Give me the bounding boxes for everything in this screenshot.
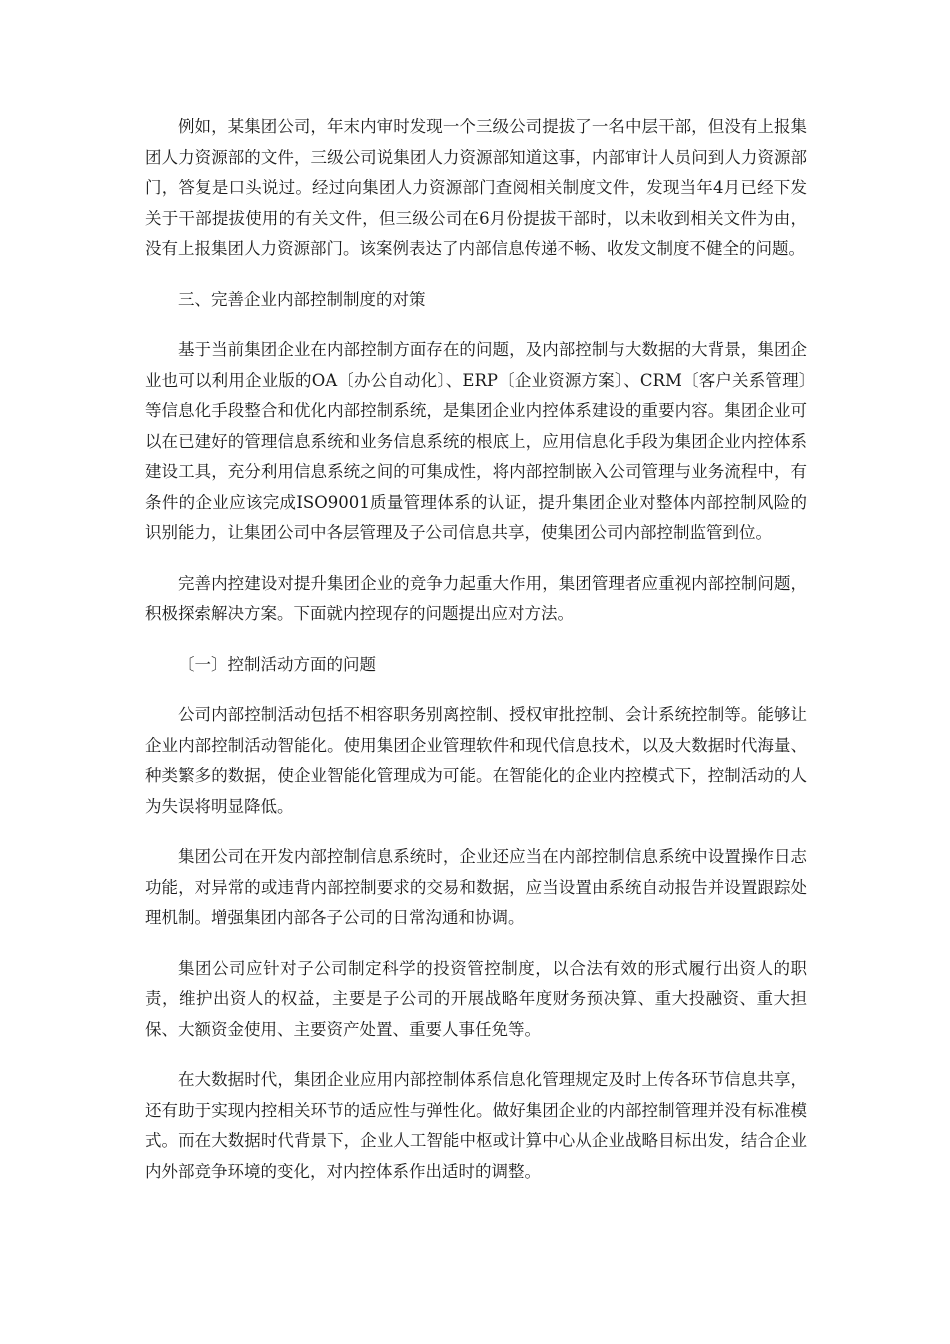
section-heading-countermeasures: 三、完善企业内部控制制度的对策 xyxy=(178,289,426,309)
paragraph-big-data-era: 在大数据时代，集团企业应用内部控制体系信息化管理规定及时上传各环节信息共享，还有助于实现内控相关环节的适应性与弹性化。做好集团企业的内部控制管理并没有标准模式。而在大数据时代背景下，企业人工智能中枢或计算中心从企业战略目标出发，结合企业内外部竞争环境的变化，对内控体系作出适时的调整。 xyxy=(145,1070,807,1181)
paragraph-investment-control: 集团公司应针对子公司制定科学的投资管控制度，以合法有效的形式履行出资人的职责，维护出资人的权益，主要是子公司的开展战略年度财务预决算、重大投融资、重大担保、大额资金使用、主要资产处置、重要人事任免等。 xyxy=(145,958,807,1039)
subsection-heading-control-activities: 〔一〕控制活动方面的问题 xyxy=(178,654,376,674)
document-body xyxy=(145,112,807,1207)
paragraph-operation-log: 集团公司在开发内部控制信息系统时，企业还应当在内部控制信息系统中设置操作日志功能，对异常的或违背内部控制要求的交易和数据，应当设置由系统自动报告并设置跟踪处理机制。增强集团内部各子公司的日常沟通和协调。 xyxy=(145,847,807,927)
paragraph-informatization: 基于当前集团企业在内部控制方面存在的问题，及内部控制与大数据的大背景，集团企业也可以利用企业版的OA〔办公自动化〕、ERP〔企业资源方案〕、CRM〔客户关系管理〕等信息化手段整合和优化内部控制系统，是集团企业内控体系建设的重要内容。集团企业可以在已建好的管理信息系统和业务信息系统的根底上，应用信息化手段为集团企业内控体系建设工具，充分利用信息系统之间的可集成性，将内部控制嵌入公司管理与业务流程中，有条件的企业应该完成ISO9001质量管理体系的认证，提升集团企业对整体内部控制风险的识别能力，让集团公司中各层管理及子公司信息共享，使集团公司内部控制监管到位。 xyxy=(145,340,807,542)
paragraph-case-example: 例如，某集团公司，年末内审时发现一个三级公司提拔了一名中层干部，但没有上报集团人力资源部的文件，三级公司说集团人力资源部知道这事，内部审计人员问到人力资源部门，答复是口头说过。经过向集团人力资源部门查阅相关制度文件，发现当年4月已经下发关于干部提拔使用的有关文件，但三级公司在6月份提拔干部时，以未收到相关文件为由，没有上报集团人力资源部门。该案例表达了内部信息传递不畅、收发文制度不健全的问题。 xyxy=(145,117,807,258)
paragraph-competitiveness: 完善内控建设对提升集团企业的竞争力起重大作用，集团管理者应重视内部控制问题，积极探索解决方案。下面就内控现存的问题提出应对方法。 xyxy=(145,573,807,623)
paragraph-control-activities: 公司内部控制活动包括不相容职务别离控制、授权审批控制、会计系统控制等。能够让企业内部控制活动智能化。使用集团企业管理软件和现代信息技术，以及大数据时代海量、种类繁多的数据，使企业智能化管理成为可能。在智能化的企业内控模式下，控制活动的人为失误将明显降低。 xyxy=(145,705,807,816)
